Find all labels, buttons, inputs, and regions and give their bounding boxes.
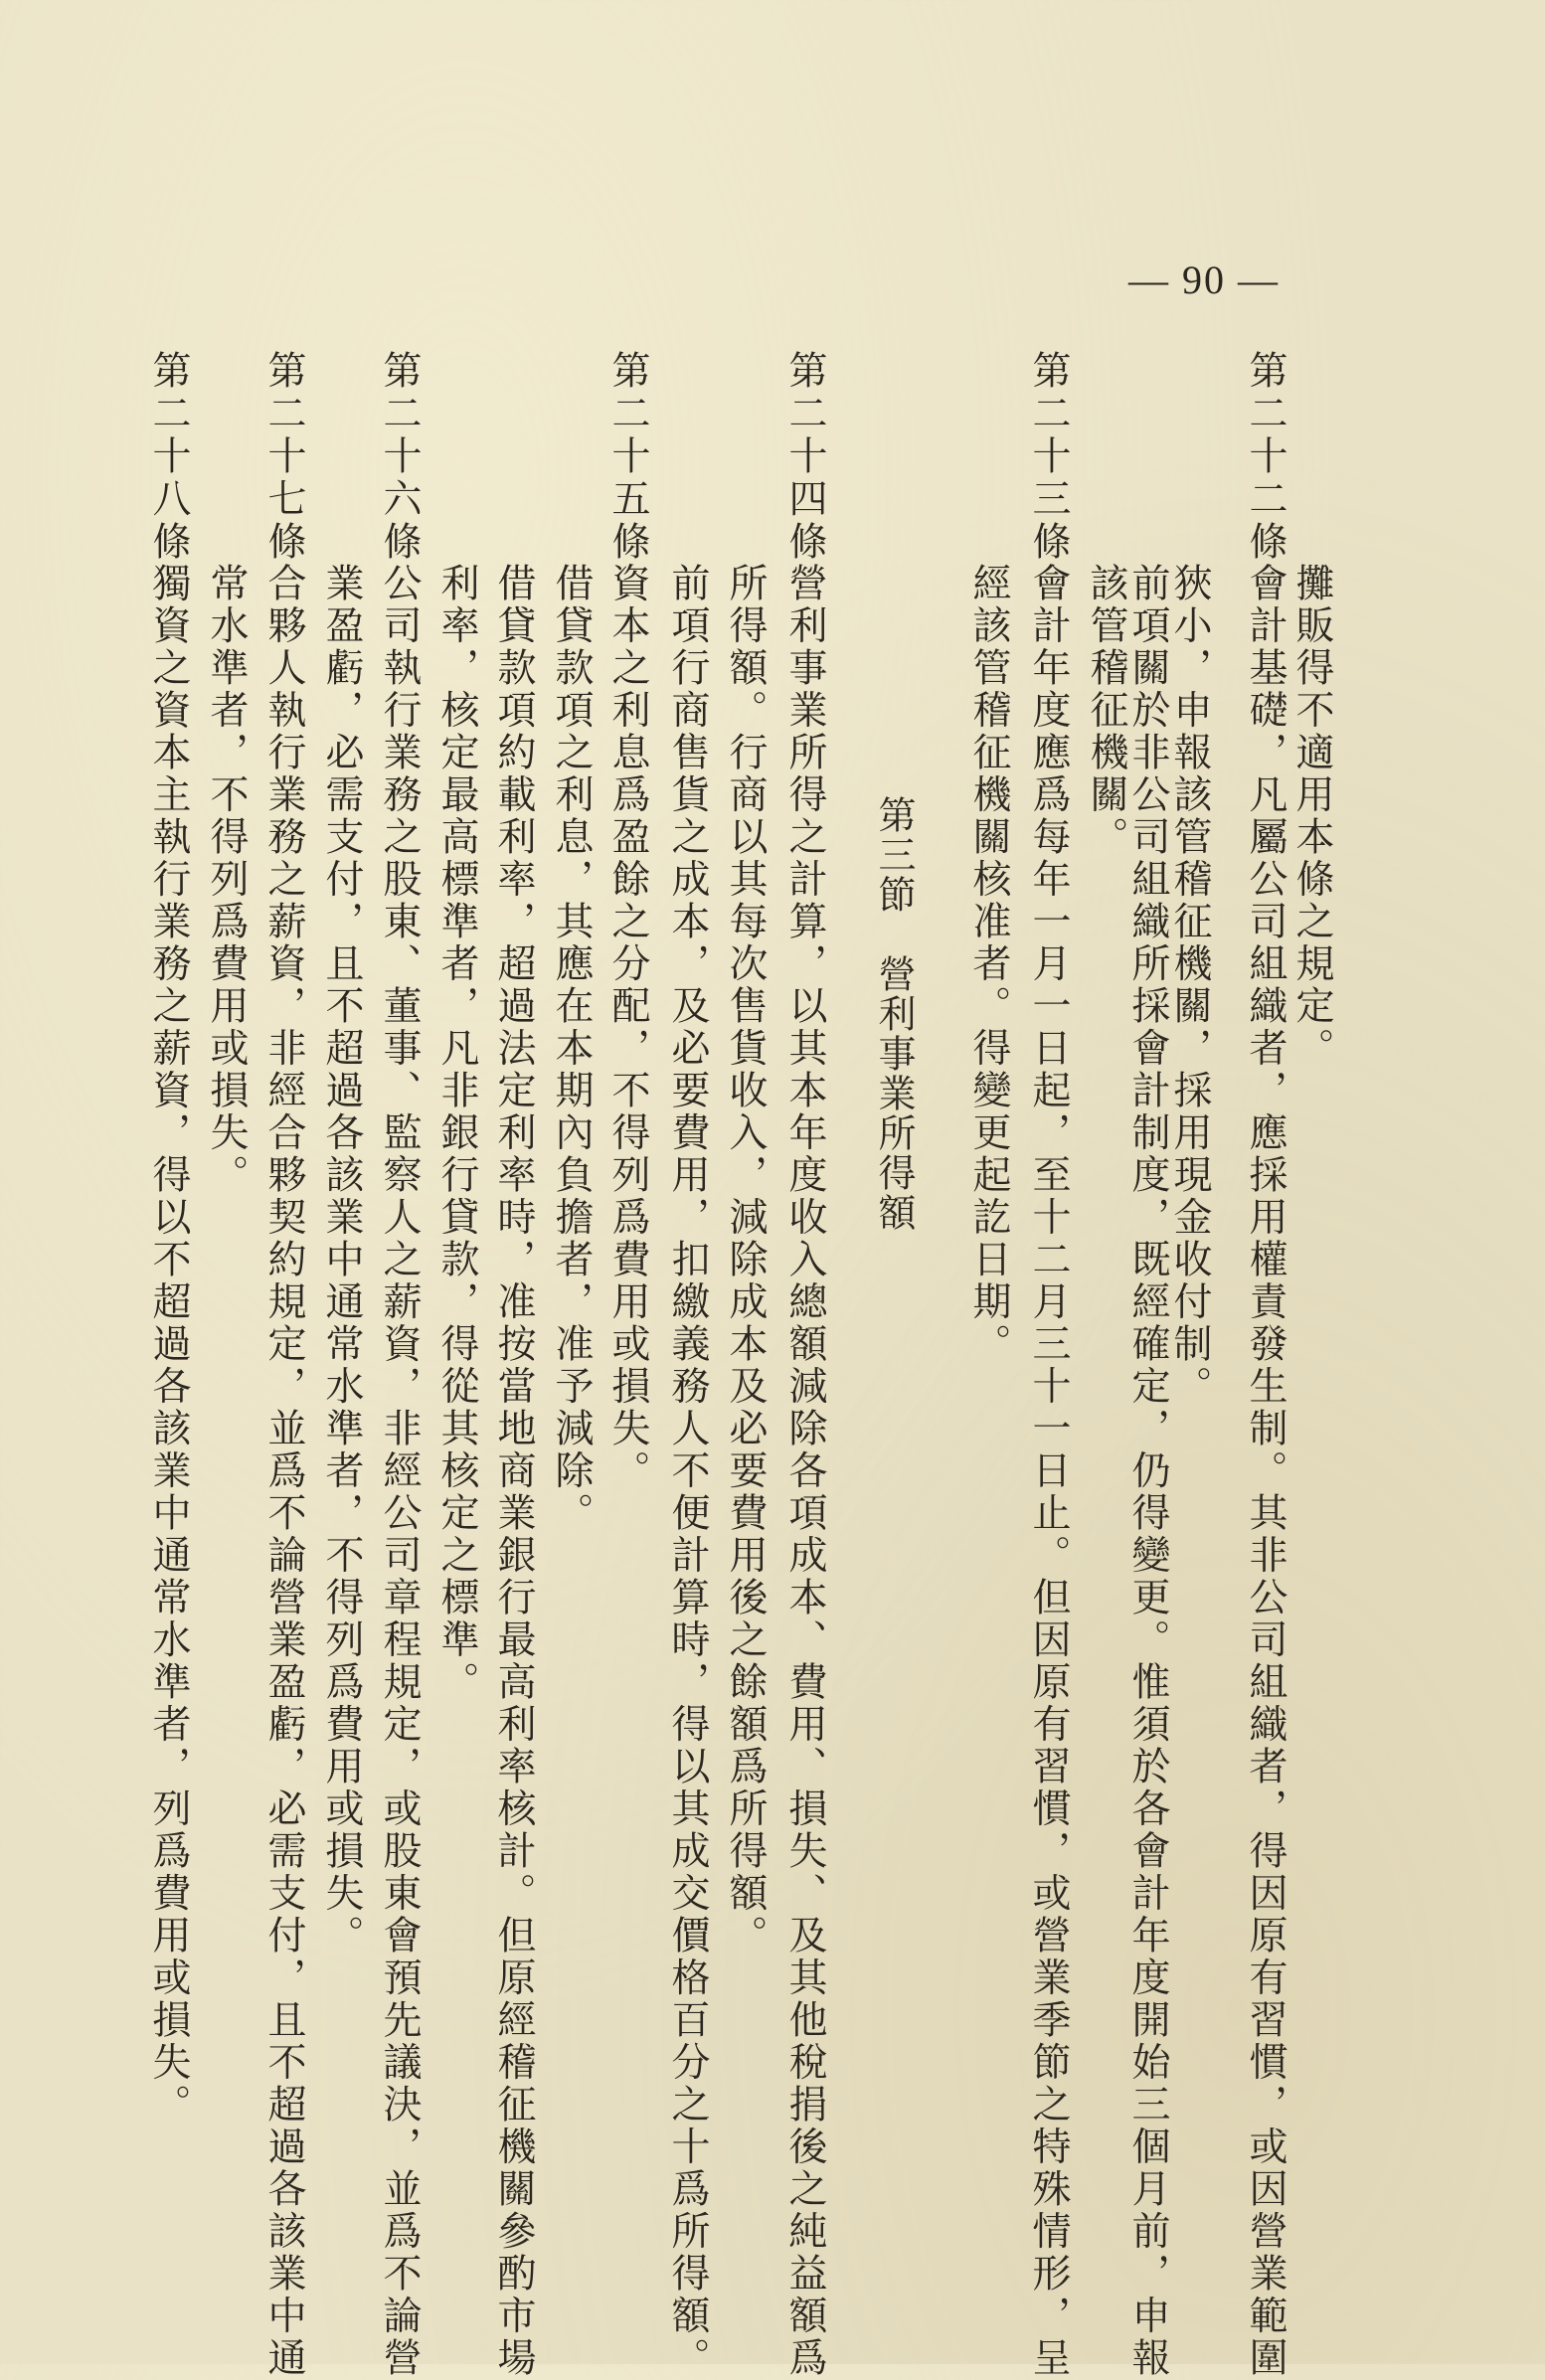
article-text-line: 狹小，申報該管稽征機關，採用現金收付制。 <box>1167 563 1212 1408</box>
article-text-line: 經該管稽征機關核准者。得變更起訖日期。 <box>966 563 1011 1366</box>
section-heading <box>872 795 916 1233</box>
article-text-line: 會計年度應爲每年一月一日起，至十二月三十一日止。但因原有習慣，或營業季節之特殊情形，呈 <box>1026 563 1071 2380</box>
intro-line: 攤販得不適用本條之規定。 <box>1289 563 1334 1070</box>
article-text-line: 所得額。行商以其每次售貨收入，減除成本及必要費用後之餘額爲所得額。 <box>723 563 768 1957</box>
article-label: 第二十七條 <box>261 350 306 564</box>
article-label: 第二十二條 <box>1243 350 1288 564</box>
article-text-line: 合夥人執行業務之薪資，非經合夥契約規定，並爲不論營業盈虧，必需支付，且不超過各該業中通 <box>261 563 306 2380</box>
section-title: 營利事業所得額 <box>872 954 916 1233</box>
article-text-line: 利率，核定最高標準者，凡非銀行貸款，得從其核定之標準。 <box>434 563 479 1704</box>
article-text-line: 常水準者，不得列爲費用或損失。 <box>204 563 249 1197</box>
article-text-line: 該管稽征機關。 <box>1084 563 1128 859</box>
article-label: 第二十六條 <box>377 350 422 564</box>
article-text-line: 借貸款項之利息，其應在本期內負擔者，准予減除。 <box>549 563 594 1535</box>
page-number: — 90 — <box>1128 257 1280 302</box>
article-label: 第二十五條 <box>605 350 650 564</box>
article-text-line: 資本之利息爲盈餘之分配，不得列爲費用或損失。 <box>605 563 650 1492</box>
article-text-line: 前項關於非公司組織所採會計制度，既經確定，仍得變更。惟須於各會計年度開始三個月前，申報 <box>1125 563 1170 2380</box>
article-label: 第二十八條 <box>146 350 191 564</box>
article-text-line: 營利事業所得之計算，以其本年度收入總額減除各項成本、費用、損失、及其他稅捐後之純益額爲 <box>782 563 827 2380</box>
section-number: 第三節 <box>872 795 916 915</box>
article-label: 第二十四條 <box>782 350 827 564</box>
article-text-line: 前項行商售貨之成本，及必要費用，扣繳義務人不便計算時，得以其成交價格百分之十爲所得額。 <box>665 563 710 2380</box>
article-text-line: 業盈虧，必需支付，且不超過各該業中通常水準者，不得列爲費用或損失。 <box>319 563 364 1957</box>
article-text-line: 獨資之資本主執行業務之薪資，得以不超過各該業中通常水準者，列爲費用或損失。 <box>146 563 191 2126</box>
article-text-line: 會計基礎，凡屬公司組織者，應採用權責發生制。其非公司組織者，得因原有習慣，或因營業範圍 <box>1243 563 1288 2380</box>
article-text-line: 借貸款項約載利率，超過法定利率時，准按當地商業銀行最高利率核計。但原經稽征機關參酌市場 <box>491 563 536 2380</box>
article-text-line: 公司執行業務之股東、董事、監察人之薪資，非經公司章程規定，或股東會預先議決，並爲不論營 <box>377 563 422 2380</box>
article-label: 第二十三條 <box>1026 350 1071 564</box>
